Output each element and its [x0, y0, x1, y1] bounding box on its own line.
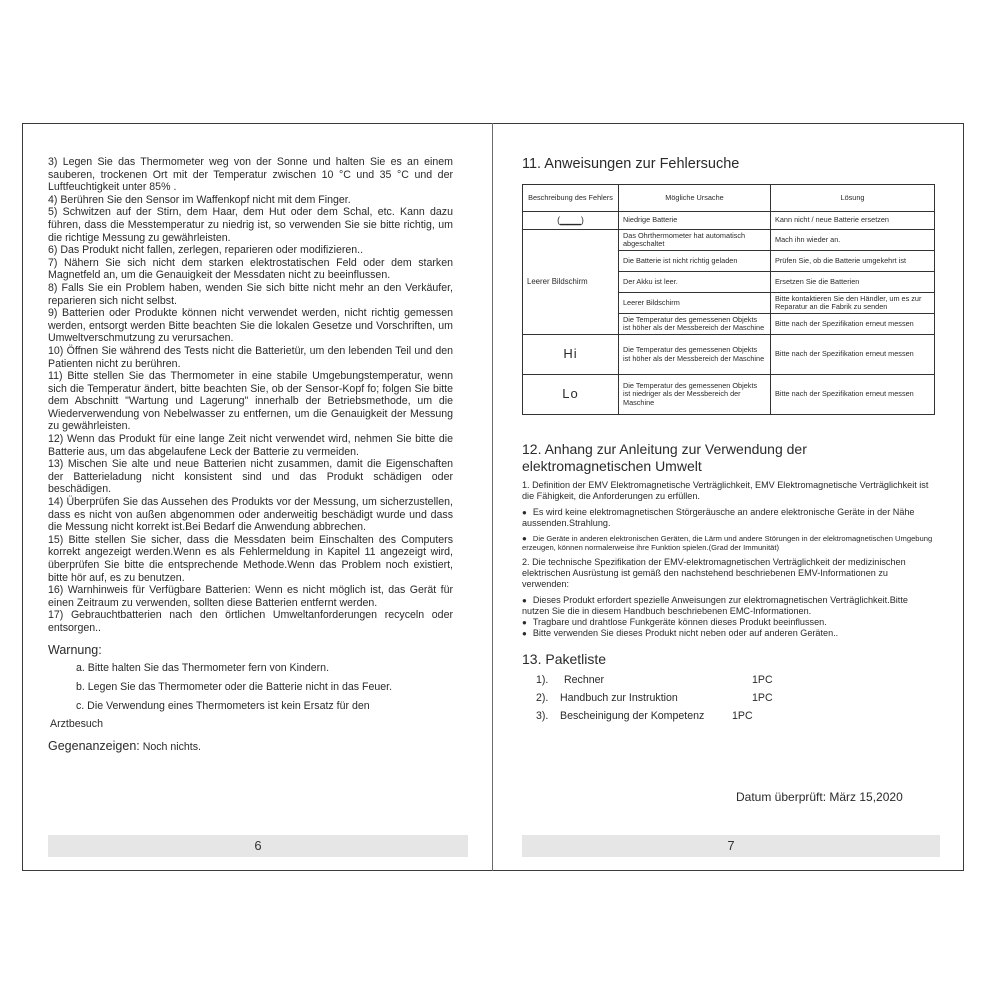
hi-code: Hi: [523, 335, 619, 375]
table-row: [523, 212, 935, 230]
battery-symbol: (▁▁▁): [523, 212, 619, 230]
cause-cell: Die Temperatur des gemessenen Objekts ist höher als der Messbereich der Maschine: [619, 335, 771, 375]
header-description: Beschreibung des Fehlers: [523, 185, 619, 212]
solution-cell: Bitte nach der Spezifikation erneut messen: [771, 314, 935, 335]
blank-screen-label: Leerer Bildschirm: [523, 230, 619, 335]
review-date: Datum überprüft: März 15,2020: [736, 790, 903, 804]
paragraph-12: 12) Wenn das Produkt für eine lange Zeit nicht verwendet wird, nehmen Sie bitte die Batterie aus, um das abgelaufene Leck der Batterie zu vermeiden.: [48, 433, 453, 458]
package-item-qty: 1PC: [752, 692, 773, 704]
paragraph-9: 9) Batterien oder Produkte können nicht verwendet werden, nicht richtig gemessen werden, entsorgt werden Bitte beachten Sie die lokalen Gesetze und Vorschriften, um Umweltverschmutzung zu verursachen.: [48, 307, 453, 345]
paragraph-16: 16) Warnhinweis für Verfügbare Batterien: Wenn es nicht möglich ist, das Gerät für einen Zeitraum zu verwenden, sollten diese Batterien entfernt werden.: [48, 584, 453, 609]
header-cause: Mögliche Ursache: [619, 185, 771, 212]
emv-bullet-1: ● Es wird keine elektromagnetischen Störgeräusche an andere elektronische Geräte in der Nähe aussenden.Strahlung.: [522, 507, 934, 529]
section-11-title: 11. Anweisungen zur Fehlersuche: [522, 156, 740, 172]
table-row: [523, 230, 935, 251]
lo-code: Lo: [523, 375, 619, 415]
cause-cell: Niedrige Batterie: [619, 212, 771, 230]
package-item-number: 2).: [536, 692, 549, 704]
paragraph-6: 6) Das Produkt nicht fallen, zerlegen, reparieren oder modifizieren..: [48, 244, 364, 257]
left-page-content: [48, 156, 453, 753]
paragraph-14: 14) Überprüfen Sie das Aussehen des Produkts vor der Messung, um sicherzustellen, dass es nicht von außen abgenommen oder anderweitig beschädigt wurde und dass die Messung nicht korrekt ist.Bei Bedarf die Anwendung abbrechen.: [48, 496, 453, 534]
warning-c-continuation: Arztbesuch: [50, 718, 103, 731]
troubleshooting-table: [522, 184, 935, 415]
emv-specification: 2. Die technische Spezifikation der EMV-elektromagnetischen Verträglichkeit der medizinischen elektrischen Ausrüstung ist gemäß den nachstehend beschriebenen EMV-Informationen zu verwenden:: [522, 557, 906, 589]
paragraph-11: 11) Bitte stellen Sie das Thermometer in eine stabile Umgebungstemperatur, wenn sich die Temperatur ändert, bitte beachten Sie, ob der Sensor-Kopf fo; folgen Sie bitte dem Abschnitt "Wartung und Lagerung" innerhalb der Betriebsmethode, um die Wiederverwendung von Nebelwasser zu entfernen, um die Genauigkeit der Messung zu gewährleisten.: [48, 370, 453, 433]
solution-cell: Prüfen Sie, ob die Batterie umgekehrt ist: [771, 251, 935, 272]
emv-bullet-2: ● Die Geräte in anderen elektronischen Geräten, die Lärm und andere Störungen in der elektromagnetischen Umgebung erzeugen, können normalerweise ihre Funktion spielen.(Grad der Immunität): [522, 534, 934, 552]
paragraph-5: 5) Schwitzen auf der Stirn, dem Haar, dem Hut oder dem Schal, etc. Kann dazu führen, dass die Messtemperatur zu niedrig ist, so verwenden Sie sie bitte richtig, um die richtige Messung zu gewährleisten.: [48, 206, 453, 244]
package-item: [536, 674, 934, 686]
cause-cell: Der Akku ist leer.: [619, 272, 771, 293]
emv-bullet-4: ● Tragbare und drahtlose Funkgeräte können dieses Produkt beeinflussen.: [522, 617, 934, 628]
paragraph-7: 7) Nähern Sie sich nicht dem starken elektrostatischen Feld oder dem starken Magnetfeld an, um die Genauigkeit der Messdaten nicht zu beeinflussen.: [48, 256, 453, 282]
paragraph-3: 3) Legen Sie das Thermometer weg von der Sonne und halten Sie es an einem sauberen, trockenen Ort mit der Temperatur zwischen 10 °C und 35 °C und der Luftfeuchtigkeit unter 85% .: [48, 156, 453, 194]
table-row: [523, 335, 935, 375]
paragraph-13: 13) Mischen Sie alte und neue Batterien nicht zusammen, damit die Eigenschaften der Batterieladung nicht konsistent sind und das Produkt schädigen oder beschädigen.: [48, 458, 453, 496]
warning-title: Warnung:: [48, 642, 102, 657]
emv-bullet-3: ● Dieses Produkt erfordert spezielle Anweisungen zur elektromagnetischen Verträglichkeit.Bitte nutzen Sie die in diesem Handbuch beschriebenen EMC-Informationen.: [522, 595, 934, 617]
solution-cell: Bitte nach der Spezifikation erneut messen: [771, 375, 935, 415]
package-item-name: Bescheinigung der Kompetenz: [560, 710, 705, 722]
contraindications-label: Gegenanzeigen:: [48, 738, 140, 753]
table-header-row: [523, 185, 935, 212]
package-item-name: Handbuch zur Instruktion: [560, 692, 678, 704]
cause-cell: Leerer Bildschirm: [619, 293, 771, 314]
solution-cell: Bitte kontaktieren Sie den Händler, um es zur Reparatur an die Fabrik zu senden: [771, 293, 935, 314]
solution-cell: Kann nicht / neue Batterie ersetzen: [771, 212, 935, 230]
paragraph-4: 4) Berühren Sie den Sensor im Waffenkopf nicht mit dem Finger.: [48, 193, 351, 206]
cause-cell: Das Ohrthermometer hat automatisch abgeschaltet: [619, 230, 771, 251]
left-page-number: 6: [254, 838, 262, 853]
package-item: [536, 692, 934, 704]
page-divider: [492, 123, 493, 871]
right-page-content: [522, 156, 934, 728]
paragraph-8: 8) Falls Sie ein Problem haben, wenden Sie sich bitte nicht mehr an den Verkäufer, reparieren sich nicht selbst.: [48, 281, 453, 307]
package-item-number: 3).: [536, 710, 549, 722]
cause-cell: Die Temperatur des gemessenen Objekts ist höher als der Messbereich der Maschine: [619, 314, 771, 335]
warning-a: a. Bitte halten Sie das Thermometer fern von Kindern.: [76, 662, 330, 675]
paragraph-10: 10) Öffnen Sie während des Tests nicht die Batterietür, um den lebenden Teil und den Patienten nicht zu berühren.: [48, 344, 453, 370]
emv-definition: 1. Definition der EMV Elektromagnetische Verträglichkeit, EMV Elektromagnetische Verträglichkeit ist die Fähigkeit, die Anforderungen zu erfüllen.: [522, 480, 929, 501]
package-item-qty: 1PC: [732, 710, 753, 722]
table-row: [523, 375, 935, 415]
solution-cell: Ersetzen Sie die Batterien: [771, 272, 935, 293]
solution-cell: Bitte nach der Spezifikation erneut messen: [771, 335, 935, 375]
emv-section: [522, 480, 934, 639]
warning-b: b. Legen Sie das Thermometer oder die Batterie nicht in das Feuer.: [76, 681, 393, 694]
cause-cell: Die Temperatur des gemessenen Objekts ist niedriger als der Messbereich der Maschine: [619, 375, 771, 415]
emv-bullet-5: ● Bitte verwenden Sie dieses Produkt nicht neben oder auf anderen Geräten..: [522, 628, 934, 639]
package-item-number: 1).: [536, 674, 549, 686]
left-page-footer: [48, 835, 468, 857]
cause-cell: Die Batterie ist nicht richtig geladen: [619, 251, 771, 272]
right-page-footer: [522, 835, 940, 857]
paragraph-15: 15) Bitte stellen Sie sicher, dass die Messdaten beim Einschalten des Computers korrekt angezeigt werden.Wenn es als Fehlermeldung in Kapitel 11 angezeigt wird, überprüfen Sie bitte die entsprechende Methode.Wenn das Problem noch existiert, bitte hör auf, es zu benutzen.: [48, 533, 453, 584]
package-item: [536, 710, 934, 722]
contraindications: [48, 740, 453, 754]
solution-cell: Mach ihn wieder an.: [771, 230, 935, 251]
package-item-name: Rechner: [564, 674, 605, 686]
package-item-qty: 1PC: [752, 674, 773, 686]
section-13-title: 13. Paketliste: [522, 651, 607, 667]
right-page-number: 7: [727, 838, 735, 853]
warning-c: c. Die Verwendung eines Thermometers ist kein Ersatz für den: [76, 700, 370, 713]
header-solution: Lösung: [771, 185, 935, 212]
section-12-title: 12. Anhang zur Anleitung zur Verwendung der elektromagnetischen Umwelt: [522, 441, 807, 474]
contraindications-value: Noch nichts.: [139, 740, 201, 753]
paragraph-17: 17) Gebrauchtbatterien nach den örtlichen Umweltanforderungen recyceln oder entsorgen..: [48, 609, 453, 634]
